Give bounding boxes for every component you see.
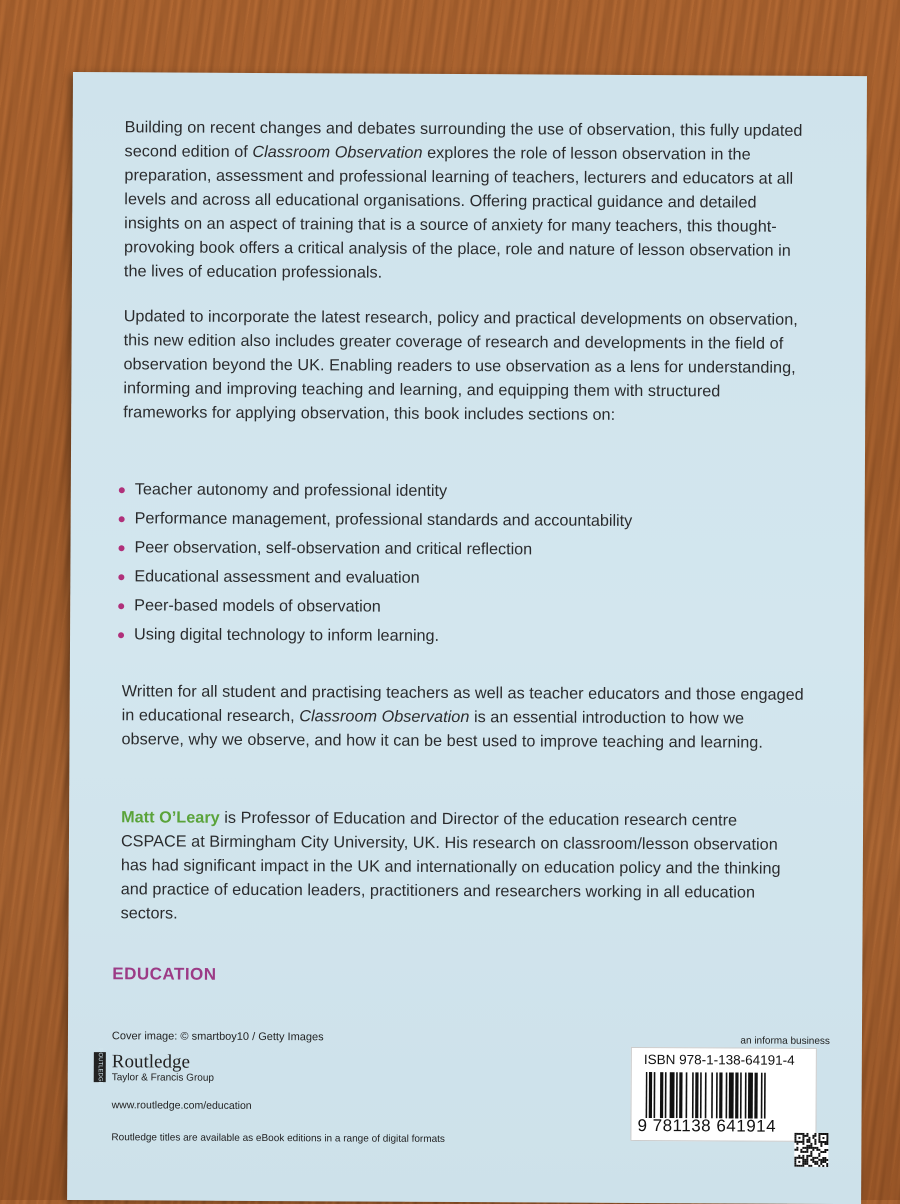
qr-module [812, 1157, 814, 1159]
publisher-logo [94, 1048, 215, 1086]
qr-module [810, 1145, 812, 1147]
publisher-url: www.routledge.com/education [111, 1099, 252, 1112]
qr-module [818, 1135, 820, 1137]
qr-module [796, 1143, 798, 1145]
qr-module [798, 1155, 800, 1157]
qr-module [808, 1145, 810, 1147]
qr-module [794, 1133, 796, 1135]
barcode-label [630, 1047, 816, 1142]
qr-module [822, 1161, 824, 1163]
barcode-bar [740, 1073, 742, 1119]
qr-module [794, 1157, 796, 1159]
qr-module [806, 1163, 808, 1165]
qr-module [820, 1161, 822, 1163]
routledge-mark-icon: ROUTLEDGE [94, 1052, 106, 1082]
cover-image-credit: Cover image: © smartboy10 / Getty Images [111, 1030, 324, 1044]
qr-module [818, 1133, 820, 1135]
list-item: Peer-based models of observation [114, 591, 824, 624]
qr-module [802, 1143, 804, 1145]
qr-module [802, 1163, 804, 1165]
qr-module [804, 1159, 806, 1161]
qr-module [818, 1159, 820, 1161]
qr-module [818, 1149, 820, 1151]
barcode-bar [764, 1073, 766, 1119]
qr-module [806, 1133, 808, 1135]
list-item: Teacher autonomy and professional identity [115, 475, 825, 508]
qr-module [802, 1151, 804, 1153]
qr-module [814, 1157, 816, 1159]
qr-module [804, 1151, 806, 1153]
qr-module [804, 1135, 806, 1137]
qr-module [794, 1137, 796, 1139]
qr-module [810, 1147, 812, 1149]
qr-module [826, 1159, 828, 1161]
barcode-bar [700, 1072, 702, 1118]
qr-module [796, 1133, 798, 1135]
qr-code-icon [794, 1133, 828, 1167]
qr-module [826, 1163, 828, 1165]
qr-module [822, 1137, 824, 1139]
qr-module [814, 1147, 816, 1149]
barcode-bar [711, 1072, 713, 1118]
qr-module [824, 1149, 826, 1151]
qr-module [806, 1151, 808, 1153]
qr-module [824, 1161, 826, 1163]
qr-module [812, 1159, 814, 1161]
barcode-bar [646, 1072, 648, 1118]
qr-module [816, 1147, 818, 1149]
qr-module [820, 1159, 822, 1161]
barcode-digits: 9 781138 641914 [637, 1115, 777, 1136]
subject-category: EDUCATION [112, 964, 217, 984]
qr-module [820, 1133, 822, 1135]
qr-module [816, 1163, 818, 1165]
qr-module [806, 1157, 808, 1159]
description-paragraph-3: Written for all student and practising teachers as well as teacher educators and those engaged in educational research, Classroom Observation is an essential introduction to how we observe, why we observe, and how it can be best used to improve teaching and learning. [121, 682, 804, 752]
barcode-bar [686, 1072, 688, 1118]
qr-module [816, 1161, 818, 1163]
barcode-bar [695, 1072, 698, 1118]
publisher-group: Taylor & Francis Group [111, 1072, 215, 1084]
barcode-bar [716, 1072, 718, 1118]
qr-module [826, 1137, 828, 1139]
book-title-italic: Classroom Observation [252, 142, 423, 162]
qr-module [814, 1163, 816, 1165]
qr-module [812, 1161, 814, 1163]
qr-module [794, 1139, 796, 1141]
qr-module [818, 1155, 820, 1157]
qr-module [818, 1165, 820, 1167]
barcode-bar [729, 1072, 734, 1118]
qr-module [818, 1141, 820, 1143]
qr-module [808, 1165, 810, 1167]
barcode-bar [754, 1073, 757, 1119]
qr-module [822, 1141, 824, 1143]
barcode-bar [745, 1073, 747, 1119]
qr-module [796, 1165, 798, 1167]
qr-module [794, 1163, 796, 1165]
qr-module [798, 1157, 800, 1159]
qr-module [794, 1135, 796, 1137]
book-back-cover [67, 72, 867, 1204]
qr-module [796, 1141, 798, 1143]
qr-module [810, 1159, 812, 1161]
qr-module [810, 1151, 812, 1153]
book-title-italic: Classroom Observation [299, 707, 470, 727]
qr-module [802, 1141, 804, 1143]
qr-module [802, 1139, 804, 1141]
qr-module [826, 1141, 828, 1143]
qr-module [824, 1159, 826, 1161]
qr-module [800, 1141, 802, 1143]
qr-module [814, 1133, 816, 1135]
barcode-bar [654, 1072, 656, 1118]
barcode-bar [726, 1072, 728, 1118]
qr-module [808, 1147, 810, 1149]
qr-module [822, 1157, 824, 1159]
qr-module [800, 1133, 802, 1135]
qr-module [798, 1133, 800, 1135]
qr-module [816, 1157, 818, 1159]
qr-module [806, 1139, 808, 1141]
barcode-bar [719, 1072, 722, 1118]
qr-module [814, 1135, 816, 1137]
qr-module [826, 1165, 828, 1167]
qr-module [806, 1135, 808, 1137]
list-item: Performance management, professional standards and accountability [115, 504, 825, 537]
qr-module [796, 1149, 798, 1151]
qr-module [810, 1165, 812, 1167]
isbn-number: ISBN 978-1-138-64191-4 [643, 1052, 795, 1068]
barcode-bar [676, 1072, 678, 1118]
qr-module [822, 1133, 824, 1135]
qr-module [814, 1141, 816, 1143]
qr-module [818, 1139, 820, 1141]
qr-module [798, 1165, 800, 1167]
qr-module [824, 1143, 826, 1145]
qr-module [826, 1143, 828, 1145]
qr-module [806, 1159, 808, 1161]
qr-module [802, 1155, 804, 1157]
qr-module [794, 1159, 796, 1161]
qr-module [802, 1161, 804, 1163]
barcode-bar [748, 1073, 753, 1119]
qr-module [800, 1165, 802, 1167]
qr-module [810, 1143, 812, 1145]
barcode-bar [735, 1072, 738, 1118]
barcode-bar [692, 1072, 694, 1118]
description-paragraph-2: Updated to incorporate the latest research, policy and practical developments on observation, this new edition also includes greater coverage of research and developments in the field of observation beyond the UK. Enabling readers to use observation as a lens for understanding, informing and improving teaching and learning, and equipping them with structured frameworks for applying observation, this book includes sections on: [123, 307, 798, 424]
qr-module [810, 1155, 812, 1157]
qr-module [818, 1153, 820, 1155]
qr-module [798, 1141, 800, 1143]
qr-module [812, 1137, 814, 1139]
qr-module [814, 1143, 816, 1145]
author-name: Matt O’Leary [121, 808, 220, 827]
sections-list [114, 475, 825, 653]
qr-module [824, 1133, 826, 1135]
qr-module [800, 1149, 802, 1151]
qr-module [810, 1153, 812, 1155]
qr-module [816, 1149, 818, 1151]
qr-module [814, 1139, 816, 1141]
barcode-bar [679, 1072, 682, 1118]
qr-module [820, 1163, 822, 1165]
qr-module [802, 1147, 804, 1149]
qr-module [806, 1161, 808, 1163]
ebook-note: Routledge titles are available as eBook editions in a range of digital formats [111, 1132, 445, 1145]
qr-module [820, 1141, 822, 1143]
qr-module [812, 1135, 814, 1137]
qr-module [820, 1143, 822, 1145]
qr-module [822, 1165, 824, 1167]
qr-module [806, 1149, 808, 1151]
qr-module [824, 1141, 826, 1143]
list-item: Educational assessment and evaluation [114, 562, 824, 595]
qr-module [806, 1141, 808, 1143]
qr-module [824, 1151, 826, 1153]
qr-module [804, 1163, 806, 1165]
qr-module [824, 1157, 826, 1159]
qr-module [826, 1133, 828, 1135]
qr-module [802, 1133, 804, 1135]
barcode-bar [705, 1072, 707, 1118]
qr-module [826, 1135, 828, 1137]
qr-module [796, 1157, 798, 1159]
qr-module [812, 1147, 814, 1149]
qr-module [798, 1137, 800, 1139]
qr-module [794, 1141, 796, 1143]
description-paragraph-1: Building on recent changes and debates surrounding the use of observation, this fully updated second edition of Classroom Observation explores the role of lesson observation in the preparation, assessment and professional learning of teachers, lecturers and educators at all levels and across all educational organisations. Offering practical guidance and detailed insights on an aspect of training that is a source of anxiety for many teachers, this thought-provoking book offers a critical analysis of the place, role and nature of lesson observation in the lives of education professionals. [123, 118, 803, 282]
qr-module [802, 1157, 804, 1159]
list-item: Using digital technology to inform learning. [114, 620, 824, 653]
qr-module [796, 1147, 798, 1149]
qr-module [806, 1155, 808, 1157]
qr-module [800, 1151, 802, 1153]
author-bio: Matt O’Leary is Professor of Education and Director of the education research centre CSPACE at Birmingham City University, UK. His research on classroom/lesson observation has had significant impact in the UK and internationally on education policy and the thinking and practice of education leaders, practitioners and researchers working in all education sectors. [120, 808, 781, 923]
qr-module [802, 1135, 804, 1137]
publisher-name: Routledge [111, 1051, 190, 1073]
barcode-bar [761, 1073, 763, 1119]
barcode-bars [646, 1072, 806, 1119]
qr-module [820, 1145, 822, 1147]
barcode-bar [665, 1072, 667, 1118]
qr-module [802, 1159, 804, 1161]
qr-module [818, 1137, 820, 1139]
qr-module [812, 1149, 814, 1151]
barcode-bar [670, 1072, 675, 1118]
qr-module [822, 1151, 824, 1153]
qr-module [804, 1147, 806, 1149]
qr-module [806, 1145, 808, 1147]
list-item: Peer observation, self-observation and critical reflection [114, 533, 824, 566]
qr-module [798, 1161, 800, 1163]
barcode-bar [649, 1072, 652, 1118]
qr-module [808, 1137, 810, 1139]
qr-module [822, 1159, 824, 1161]
qr-module [806, 1147, 808, 1149]
qr-module [800, 1157, 802, 1159]
qr-module [804, 1161, 806, 1163]
qr-module [794, 1165, 796, 1167]
qr-module [820, 1151, 822, 1153]
qr-module [808, 1141, 810, 1143]
qr-module [826, 1139, 828, 1141]
informa-note: an informa business [740, 1035, 830, 1047]
qr-module [808, 1139, 810, 1141]
qr-module [802, 1137, 804, 1139]
qr-module [794, 1161, 796, 1163]
qr-module [808, 1155, 810, 1157]
barcode-bar [660, 1072, 663, 1118]
qr-module [826, 1149, 828, 1151]
qr-module [814, 1161, 816, 1163]
qr-module [802, 1165, 804, 1167]
qr-module [794, 1149, 796, 1151]
